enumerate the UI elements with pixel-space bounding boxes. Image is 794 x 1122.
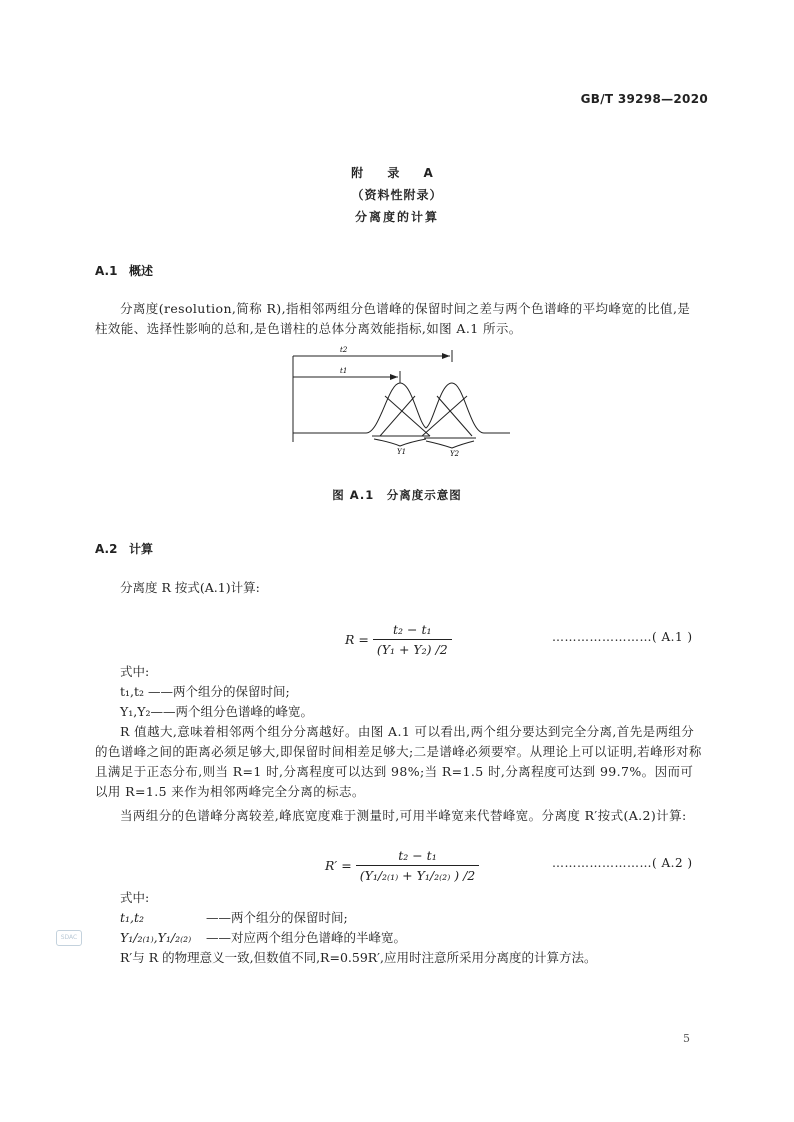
definition-t1-t2: t₁,t₂ ——两个组分的保留时间; xyxy=(120,684,290,699)
resolution-diagram xyxy=(280,340,520,465)
definition-t1-t2-2 xyxy=(120,908,348,928)
page-number: 5 xyxy=(683,1032,690,1045)
definition-text: ——对应两个组分色谱峰的半峰宽。 xyxy=(206,930,407,945)
section-a1-heading xyxy=(95,262,153,279)
peak1-right-tangent xyxy=(385,396,430,436)
paragraph-text: 分离度(resolution,简称 R),指相邻两组分色谱峰的保留时间之差与两个色谱峰的平均峰宽的比值,是柱效能、选择性影响的总和,是色谱柱的总体分离效能指标,如图 A.1 所示。 xyxy=(95,301,691,336)
chromatogram-curve xyxy=(293,383,510,433)
equation-lhs: R′ = xyxy=(325,858,352,873)
paragraph-text: R 值越大,意味着相邻两个组分分离越好。由图 A.1 可以看出,两个组分要达到完全分离,首先是两组分的色谱峰之间的距离必须足够大,即保留时间相差足够大;二是谱峰必须要窄。从理论上可以证明,若峰形对称且满足于正态分布,则当 R=1 时,分离程度可以达到 98%;当 R=1.5 时,分离程度可达到 99.7%。因而可以用 R=1.5 来作为相邻两峰完全分离的标志。 xyxy=(95,724,702,799)
paragraph-text: 当两组分的色谱峰分离较差,峰底宽度难于测量时,可用半峰宽来代替峰宽。分离度 R′按式(A.2)计算: xyxy=(120,808,687,823)
paragraph-r-prime: R′与 R 的物理意义一致,但数值不同,R=0.59R′,应用时注意所采用分离度的计算方法。 xyxy=(120,950,597,965)
section-title: 计算 xyxy=(129,542,154,556)
definition-symbol: Y₁/₂₍₁₎,Y₁/₂₍₂₎ xyxy=(120,930,192,945)
definition-symbol: t₁,t₂ xyxy=(120,910,145,925)
peak1-left-tangent xyxy=(380,396,415,436)
appendix-label: 附 录 A xyxy=(351,166,443,180)
definition-text: ——两个组分的保留时间; xyxy=(206,910,348,925)
t2-label: t2 xyxy=(340,346,348,354)
t2-arrowhead xyxy=(442,353,450,359)
equation-a1-number xyxy=(552,630,693,644)
figure-caption: 图 A.1 分离度示意图 xyxy=(332,488,462,502)
paragraph-r-meaning xyxy=(95,722,703,802)
peak2-left-tangent xyxy=(422,396,467,436)
paragraph-half-width xyxy=(95,806,703,826)
where-label-2: 式中: xyxy=(120,890,150,905)
y2-brace xyxy=(426,441,474,448)
equation-a2 xyxy=(325,848,479,883)
fraction-numerator: t₂ − t₁ xyxy=(356,848,480,866)
section-number: A.1 xyxy=(95,264,118,278)
leader-dots: …………………… xyxy=(552,630,652,644)
t1-label: t1 xyxy=(340,367,348,375)
definition-y1-y2: Y₁,Y₂——两个组分色谱峰的峰宽。 xyxy=(120,704,313,719)
t1-arrowhead xyxy=(390,374,398,380)
fraction-denominator: (Y₁ + Y₂) /2 xyxy=(376,642,448,657)
where-label-1: 式中: xyxy=(120,664,150,679)
section-title: 概述 xyxy=(129,264,154,278)
equation-lhs: R = xyxy=(345,632,369,647)
definition-half-width xyxy=(120,928,406,948)
fraction-denominator: (Y₁/₂₍₁₎ + Y₁/₂₍₂₎ ) /2 xyxy=(359,868,476,883)
y1-brace xyxy=(374,439,426,446)
appendix-type: （资料性附录） xyxy=(351,188,443,202)
y2-label: Y2 xyxy=(450,450,460,458)
appendix-title: 分离度的计算 xyxy=(354,210,439,224)
section-number: A.2 xyxy=(95,542,118,556)
y1-label: Y1 xyxy=(397,448,407,456)
watermark-stamp: SDAC xyxy=(56,930,82,946)
equation-a1 xyxy=(345,622,452,657)
equation-a2-number xyxy=(552,856,693,870)
standard-number: GB/T 39298—2020 xyxy=(580,92,708,106)
equation-fraction xyxy=(356,848,480,883)
section-a2-heading xyxy=(95,540,153,557)
equation-label: ( A.1 ) xyxy=(652,630,693,644)
leader-dots: …………………… xyxy=(552,856,652,870)
formula-intro: 分离度 R 按式(A.1)计算: xyxy=(120,580,260,595)
equation-label: ( A.2 ) xyxy=(652,856,693,870)
section-a1-paragraph xyxy=(95,299,703,339)
peak2-right-tangent xyxy=(437,396,472,436)
equation-fraction xyxy=(373,622,452,657)
fraction-numerator: t₂ − t₁ xyxy=(373,622,452,640)
